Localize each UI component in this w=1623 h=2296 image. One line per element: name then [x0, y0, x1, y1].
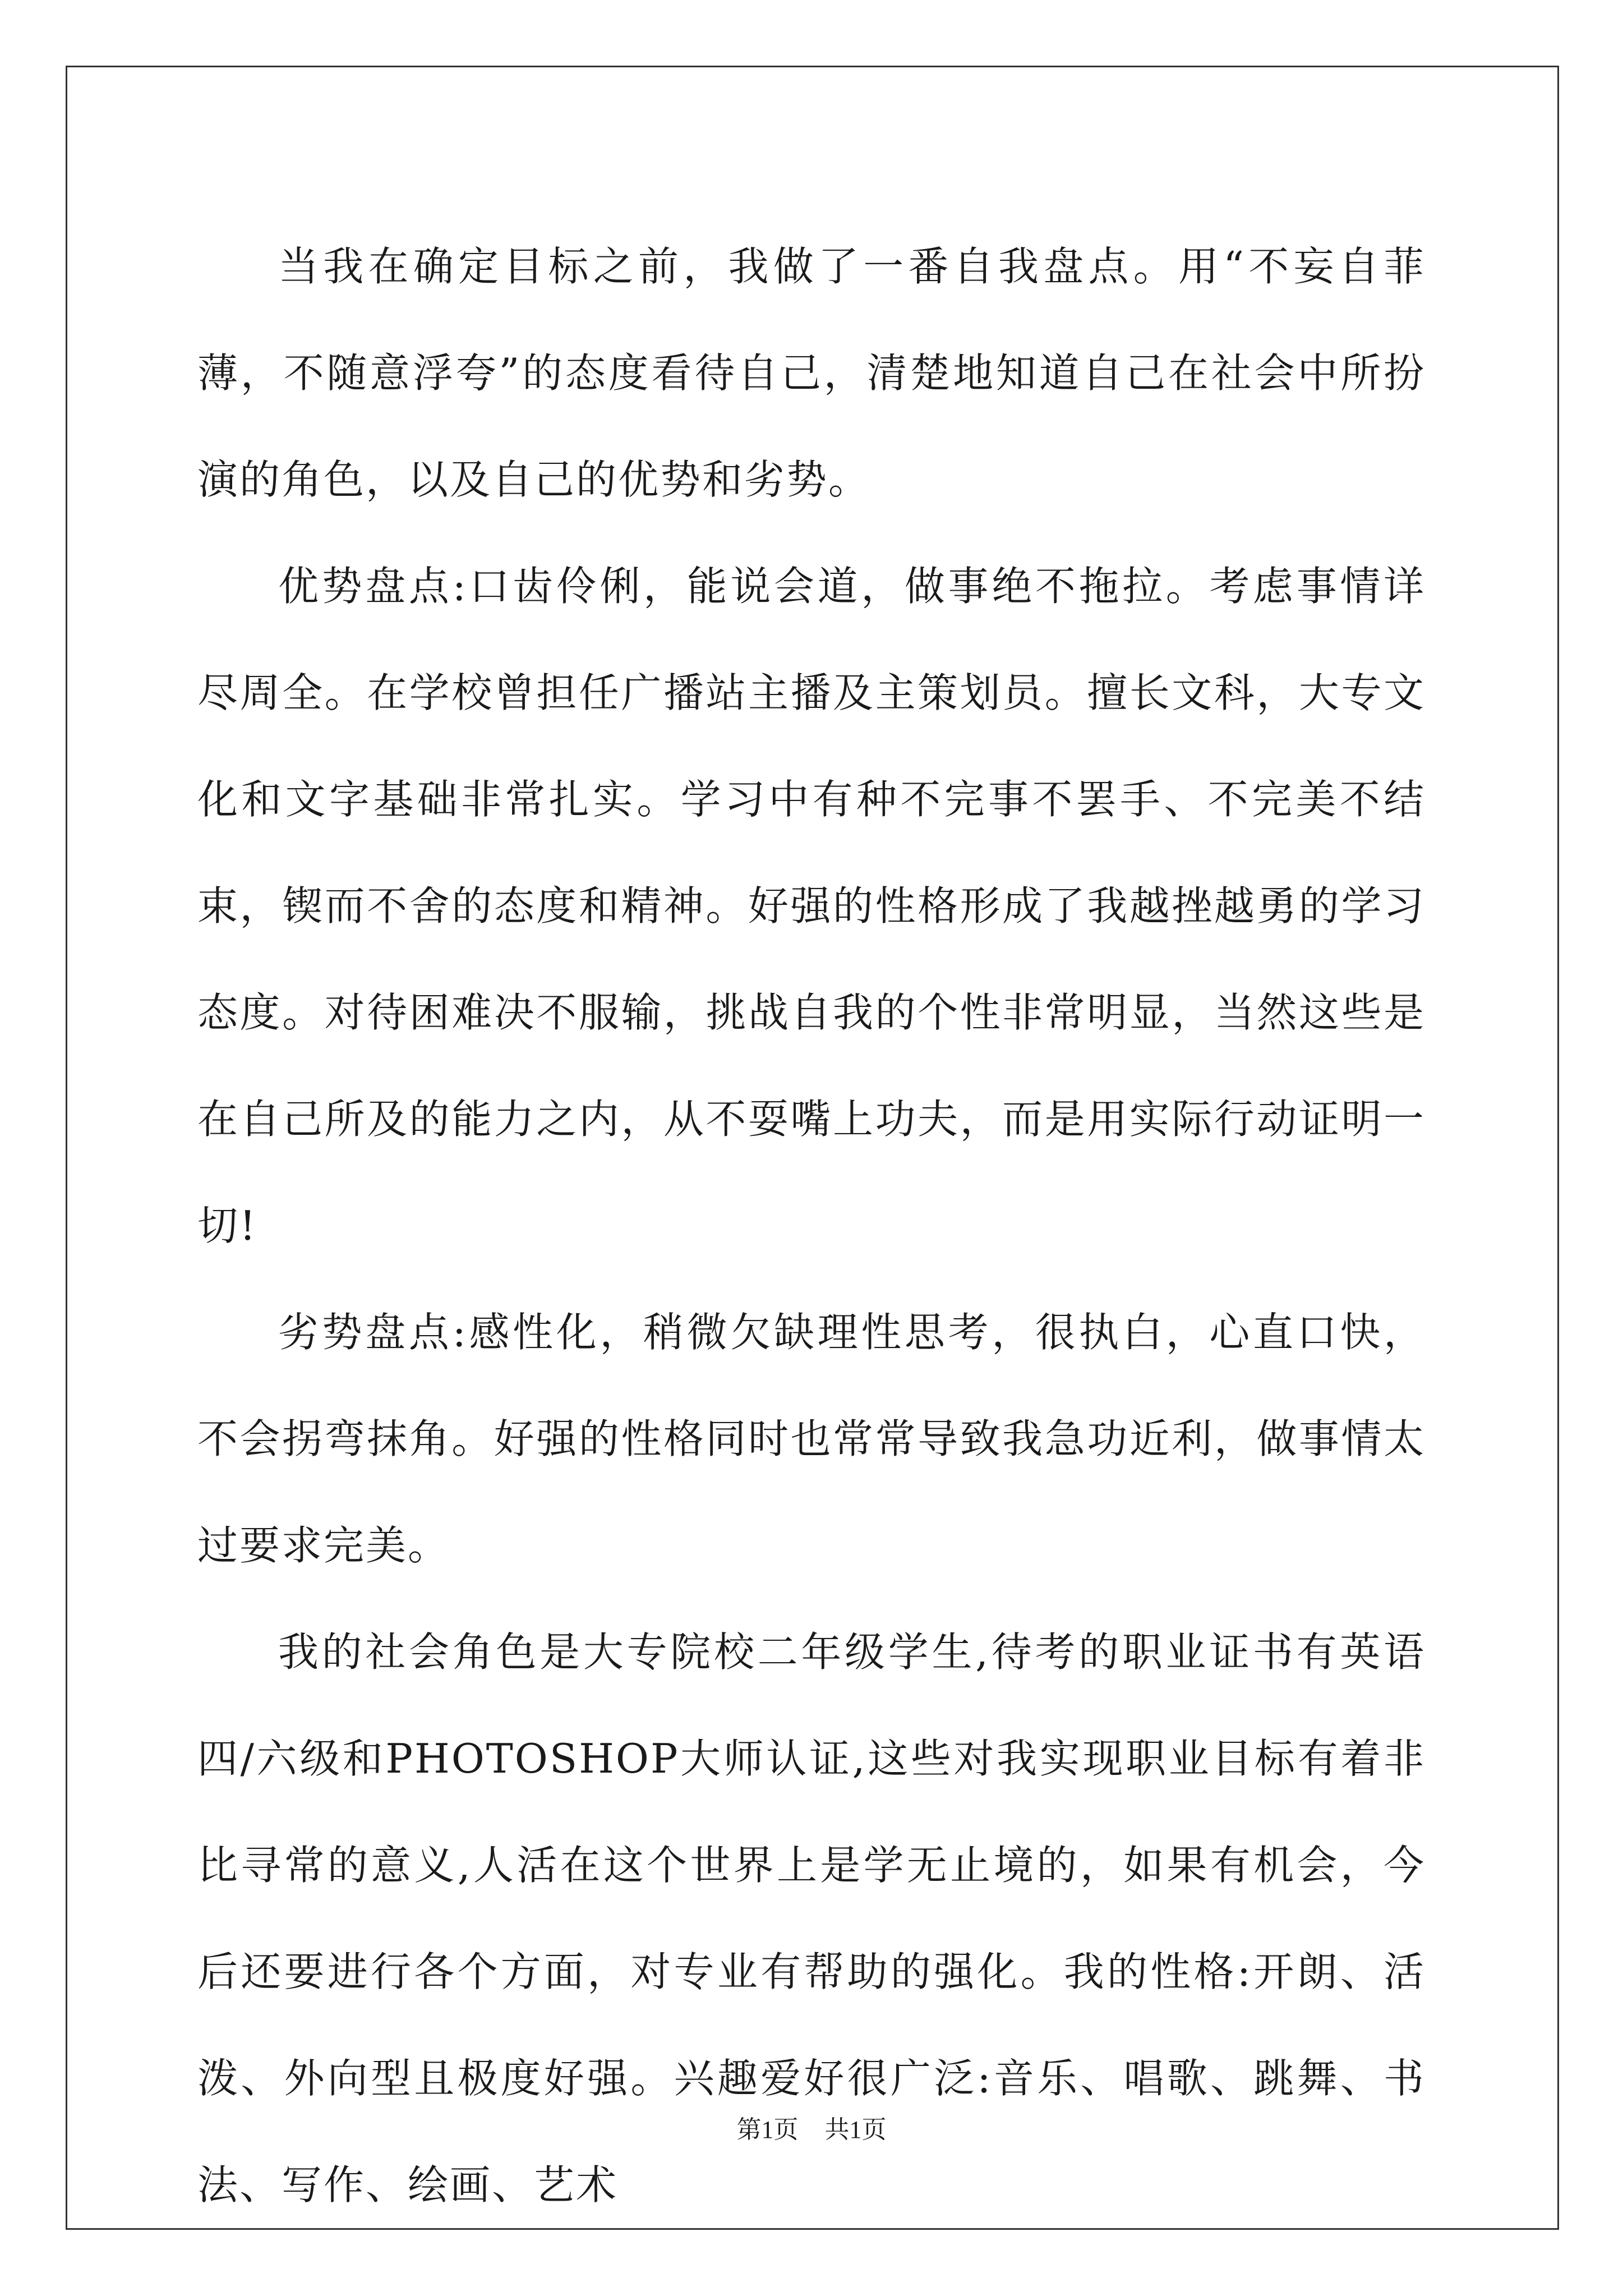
page-footer [0, 2109, 1623, 2145]
paragraph-weaknesses: 劣势盘点:感性化，稍微欠缺理性思考，很执白，心直口快，不会拐弯抹角。好强的性格同时也常常导致我急功近利，做事情太过要求完美。 [197, 1309, 1426, 1569]
document-body [197, 213, 1426, 2238]
paragraph-strengths: 优势盘点:口齿伶俐，能说会道，做事绝不拖拉。考虑事情详尽周全。在学校曾担任广播站主播及主策划员。擅长文科，大专文化和文字基础非常扎实。学习中有种不完事不罢手、不完美不结束，锲而不舍的态度和精神。好强的性格形成了我越挫越勇的学习态度。对待困难决不服输，挑战自我的个性非常明显，当然这些是在自己所及的能力之内，从不耍嘴上功夫，而是用实际行动证明一切! [197, 563, 1426, 1249]
paragraph-social-role: 我的社会角色是大专院校二年级学生,待考的职业证书有英语四/六级和PHOTOSHOP大师认证,这些对我实现职业目标有着非比寻常的意义,人活在这个世界上是学无止境的，如果有机会，今后还要进行各个方面，对专业有帮助的强化。我的性格:开朗、活泼、外向型且极度好强。兴趣爱好很广泛:音乐、唱歌、跳舞、书法、写作、绘画、艺术 [197, 1628, 1426, 2208]
page-number-current: 第1页 [736, 2116, 799, 2143]
page-number-total: 共1页 [824, 2116, 887, 2143]
paragraph-self-assessment: 当我在确定目标之前，我做了一番自我盘点。用“不妄自菲薄，不随意浮夸”的态度看待自己，清楚地知道自己在社会中所扮演的角色，以及自己的优势和劣势。 [197, 243, 1426, 503]
